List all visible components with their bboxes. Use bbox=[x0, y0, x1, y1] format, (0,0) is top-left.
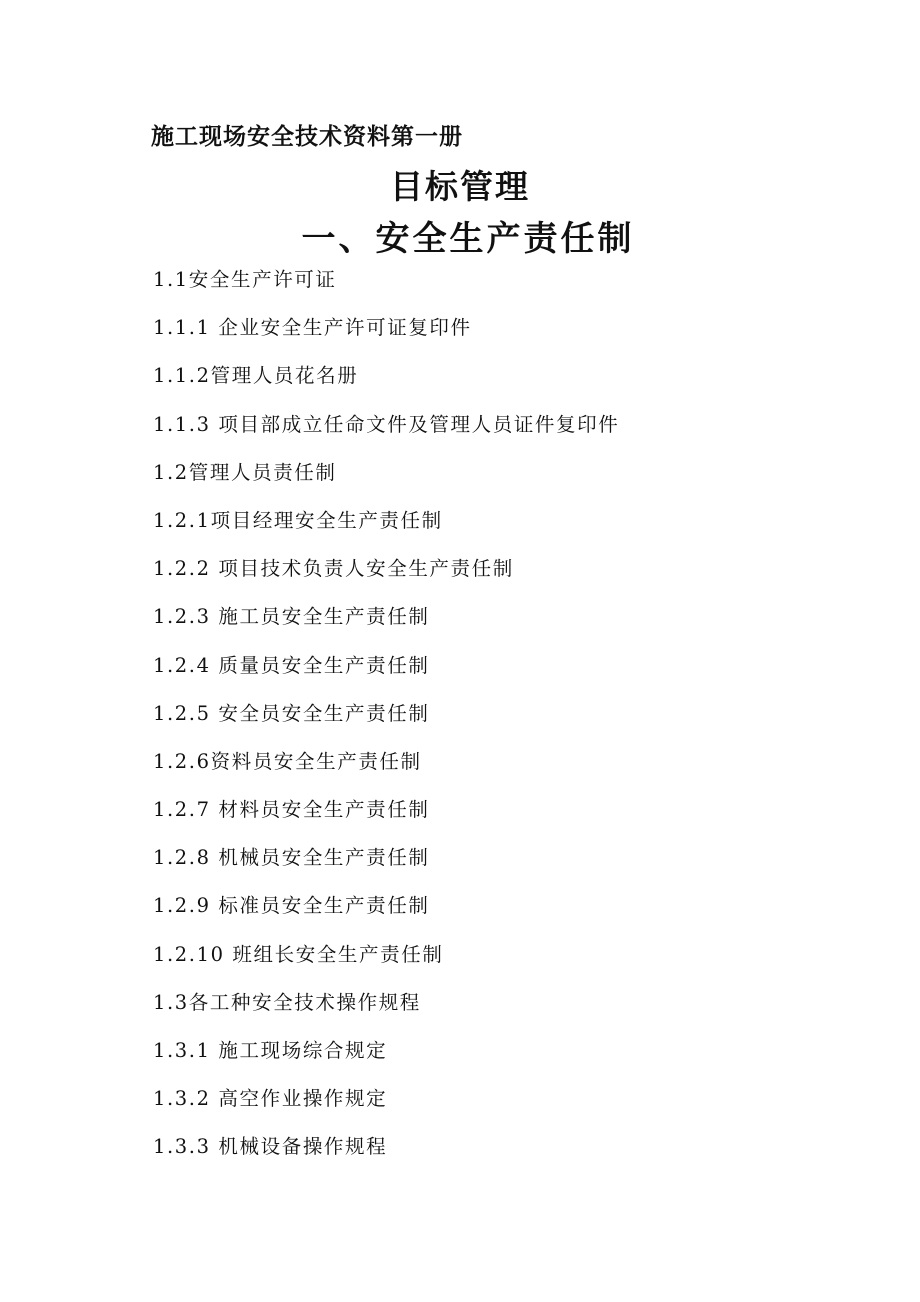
toc-item: 1.2.10 班组长安全生产责任制 bbox=[153, 942, 444, 966]
toc-item: 1.3.1 施工现场综合规定 bbox=[153, 1039, 388, 1062]
toc-item: 1.2.2 项目技术负责人安全生产责任制 bbox=[153, 557, 514, 581]
table-of-contents bbox=[153, 262, 619, 1178]
toc-item: 1.2.6资料员安全生产责任制 bbox=[153, 749, 422, 773]
chapter-heading: 一、安全生产责任制 bbox=[301, 219, 635, 259]
toc-item: 1.2.8 机械员安全生产责任制 bbox=[153, 846, 430, 870]
toc-item: 1.3各工种安全技术操作规程 bbox=[153, 990, 421, 1014]
toc-item: 1.2管理人员责任制 bbox=[153, 460, 337, 484]
toc-item: 1.2.4 质量员安全生产责任制 bbox=[153, 653, 430, 677]
toc-item: 1.3.3 机械设备操作规程 bbox=[153, 1135, 388, 1159]
toc-item: 1.3.2 高空作业操作规定 bbox=[153, 1087, 388, 1111]
toc-item: 1.1.2管理人员花名册 bbox=[153, 364, 359, 388]
toc-item: 1.1.3 项目部成立任命文件及管理人员证件复印件 bbox=[153, 412, 620, 436]
toc-item: 1.1.1 企业安全生产许可证复印件 bbox=[153, 316, 472, 340]
booklet-title: 施工现场安全技术资料第一册 bbox=[151, 123, 463, 150]
toc-item: 1.2.3 施工员安全生产责任制 bbox=[153, 605, 430, 629]
toc-item: 1.2.1项目经理安全生产责任制 bbox=[153, 508, 443, 532]
toc-item: 1.2.7 材料员安全生产责任制 bbox=[153, 798, 430, 822]
section-heading: 目标管理 bbox=[390, 167, 530, 206]
toc-item: 1.1安全生产许可证 bbox=[153, 268, 337, 291]
toc-item: 1.2.5 安全员安全生产责任制 bbox=[153, 701, 430, 725]
toc-item: 1.2.9 标准员安全生产责任制 bbox=[153, 894, 430, 918]
